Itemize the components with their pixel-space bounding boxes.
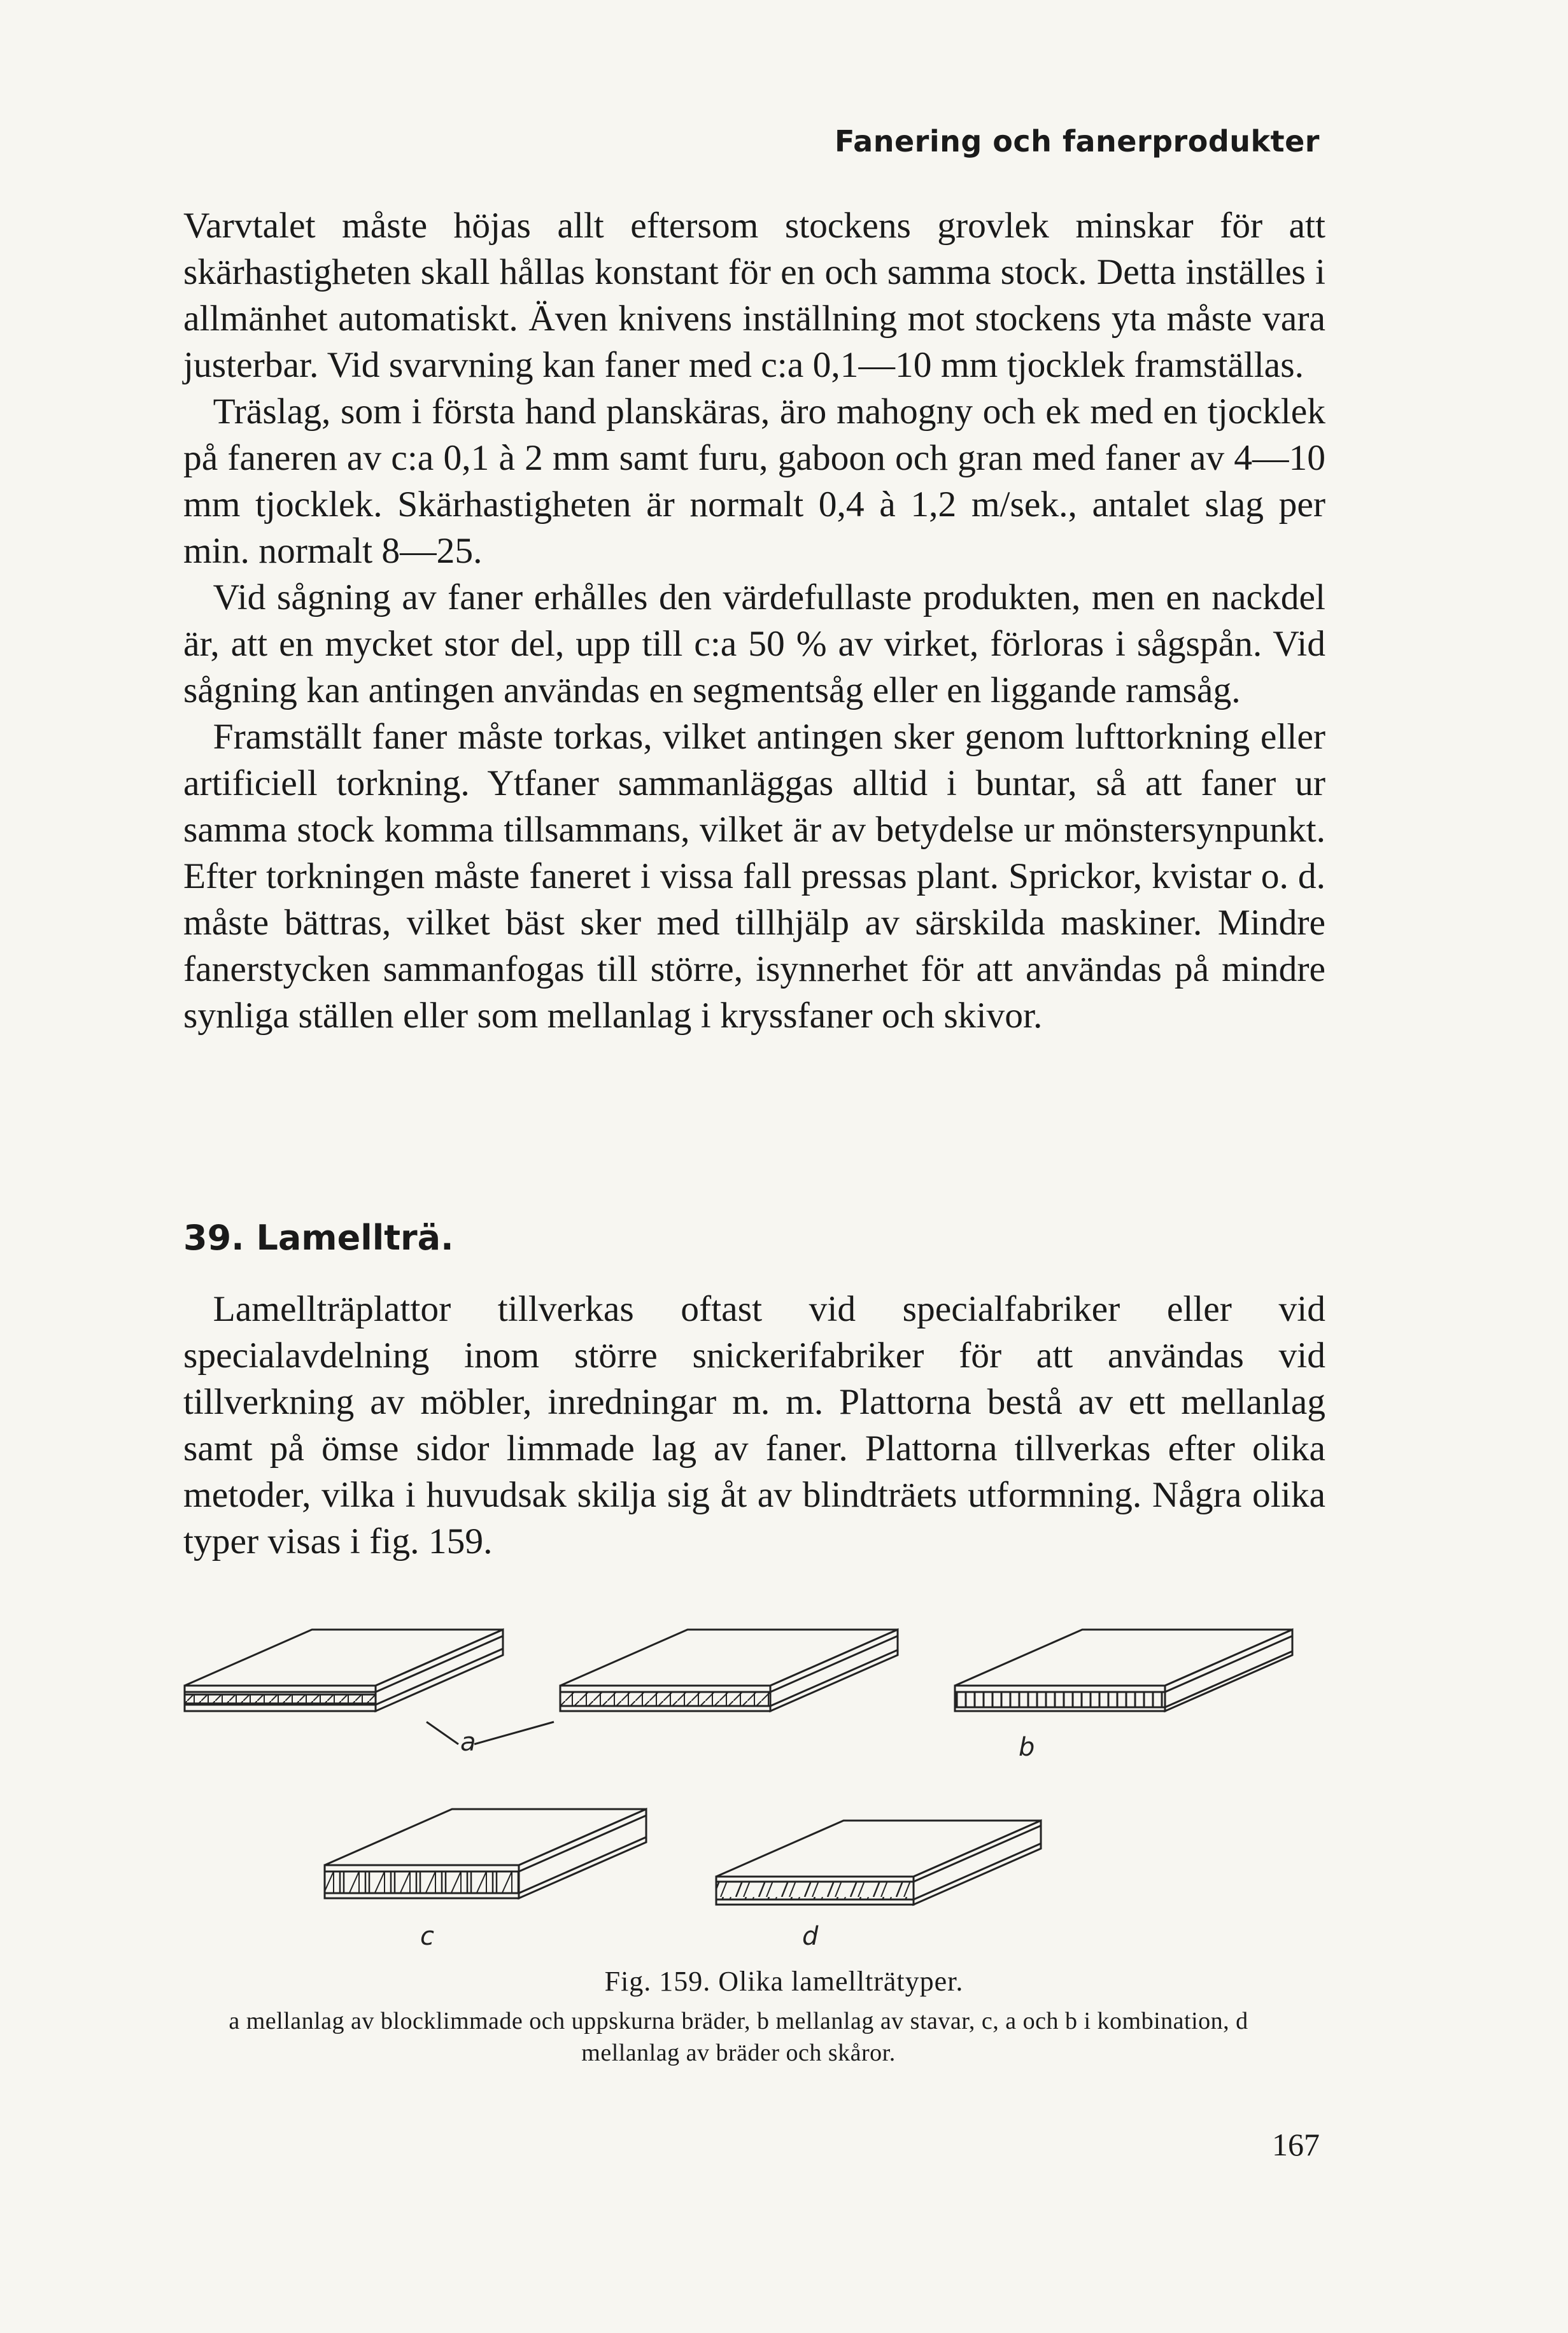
board-d: [716, 1821, 1041, 1905]
figure-label-a: a: [460, 1728, 476, 1757]
board-b: [955, 1630, 1292, 1711]
paragraph: Vid sågning av faner erhålles den värdefullaste produkten, men en nackdel är, att en mycket stor del, upp till c:a 50 % av virket, förloras i sågspån. Vid sågning kan antingen användas en segmentsåg eller en liggande ramsåg.: [183, 577, 1325, 710]
figure-159: [159, 1617, 1343, 1973]
board-a2: [560, 1630, 898, 1711]
label-leader-a: [427, 1722, 554, 1744]
board-c: [325, 1809, 646, 1898]
lamellwood-diagram: [159, 1617, 1343, 1973]
paragraph: Varvtalet måste höjas allt eftersom stockens grovlek minskar för att skärhastigheten skall hållas konstant för en och samma stock. Detta inställes i allmänhet automatiskt. Även knivens inställning mot stockens yta måste vara justerbar. Vid svarvning kan faner med c:a 0,1—10 mm tjocklek framställas.: [183, 206, 1325, 385]
paragraph: Lamellträplattor tillverkas oftast vid specialfabriker eller vid specialavdelning inom större snickerifabriker för att användas vid tillverkning av möbler, inredningar m. m. Plattorna bestå av ett mellanlag samt på ömse sidor limmade lag av faner. Plattorna tillverkas efter olika metoder, vilka i huvudsak skilja sig åt av blindträets utformning. Några olika typer visas i fig. 159.: [183, 1289, 1325, 1561]
board-a1: [185, 1630, 503, 1711]
page-number: 167: [1272, 2127, 1320, 2162]
paragraph: Träslag, som i första hand planskäras, äro mahogny och ek med en tjocklek på faneren av c:a 0,1 à 2 mm samt furu, gaboon och gran med faner av 4—10 mm tjocklek. Skärhastigheten är normalt 0,4 à 1,2 m/sek., antalet slag per min. normalt 8—25.: [183, 391, 1325, 571]
figure-caption-text: a mellanlag av blocklimmade och uppskurna bräder, b mellanlag av stavar, c, a och b i kombination, d mellanlag av bräder och skåror.: [229, 2008, 1248, 2066]
body-text: [183, 202, 1325, 1039]
figure-caption-title: Fig. 159. Olika lamellträtyper.: [604, 1966, 964, 1997]
figure-label-b: b: [1019, 1733, 1035, 1762]
section-text: [183, 1286, 1325, 1565]
figure-label-d: d: [802, 1922, 819, 1951]
section-heading: 39. Lamellträ.: [183, 1218, 454, 1258]
paragraph: Framställt faner måste torkas, vilket antingen sker genom lufttorkning eller artificiell torkning. Ytfaner sammanläggas alltid i buntar, så att faner ur samma stock komma tillsammans, vilket är av betydelse ur mönstersynpunkt. Efter torkningen måste faneret i vissa fall pressas plant. Sprickor, kvistar o. d. måste bättras, vilket bäst sker med tillhjälp av särskilda maskiner. Mindre fanerstycken sammanfogas till större, isynnerhet för att användas på mindre synliga ställen eller som mellanlag i kryssfaner och skivor.: [183, 717, 1325, 1036]
figure-label-c: c: [420, 1922, 434, 1951]
running-head: Fanering och fanerprodukter: [834, 124, 1320, 159]
